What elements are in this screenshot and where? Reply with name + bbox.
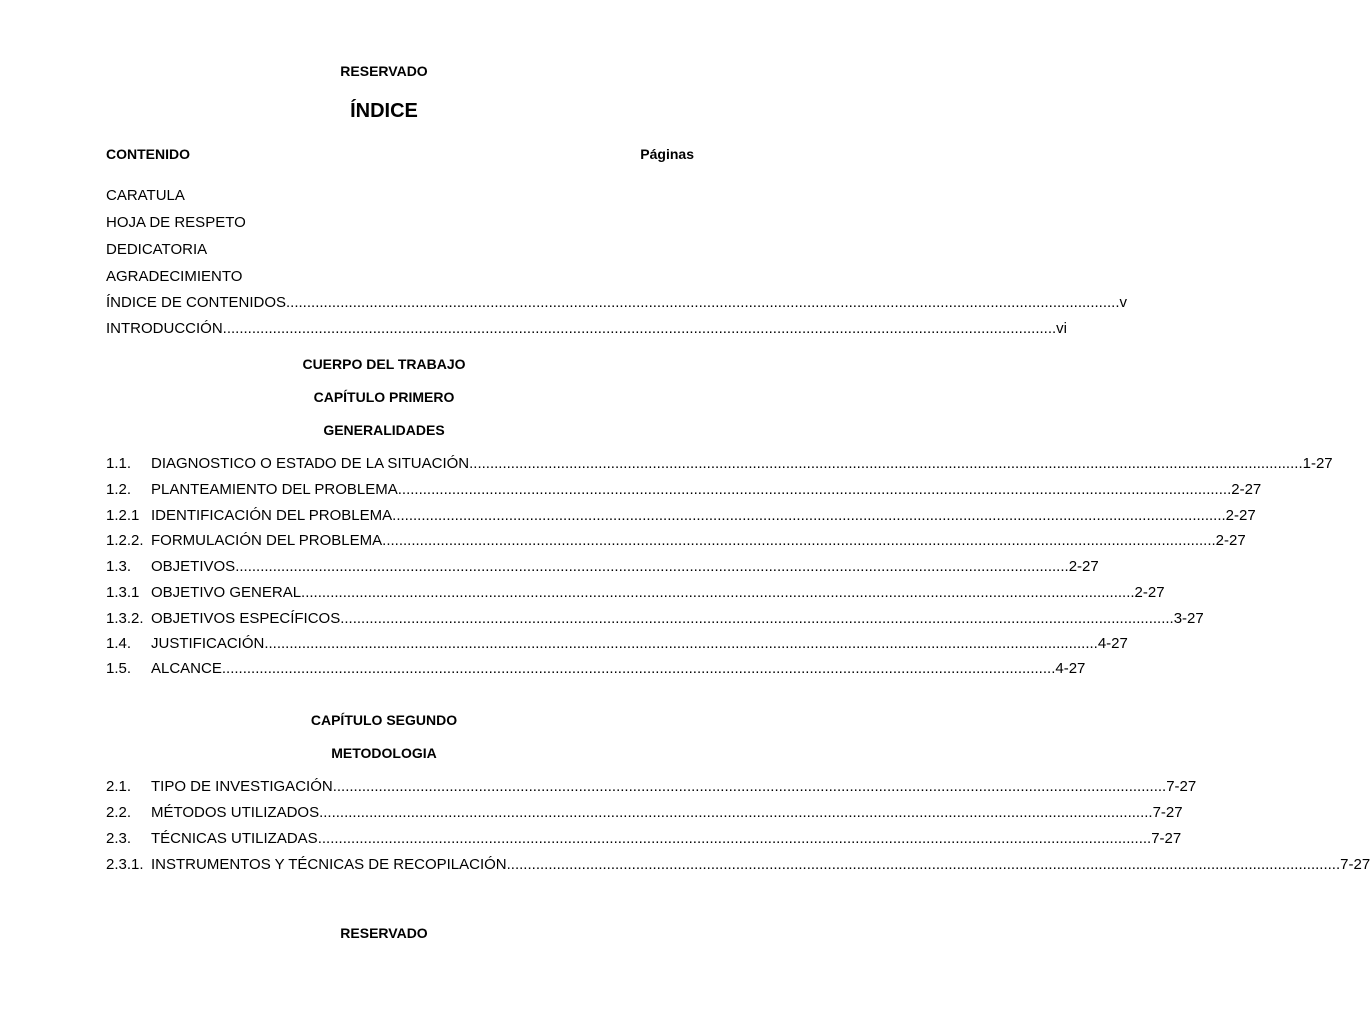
toc-entry: [106, 531, 1246, 551]
toc-number: 1.4.: [106, 635, 132, 652]
toc-page: 2-27: [1068, 558, 1099, 575]
toc-entry: [106, 557, 1099, 577]
toc-entry: [106, 803, 1183, 823]
toc-page: 1-27: [1302, 455, 1333, 472]
toc-label: DIAGNOSTICO O ESTADO DE LA SITUACIÓN: [151, 455, 470, 472]
toc-label: PLANTEAMIENTO DEL PROBLEMA: [151, 481, 398, 498]
toc-label: INSTRUMENTOS Y TÉCNICAS DE RECOPILACIÓN: [151, 856, 507, 873]
page-title: ÍNDICE: [350, 100, 418, 122]
toc-number: 2.3.: [106, 830, 132, 847]
toc-number: 1.2.: [106, 481, 132, 498]
toc-label: JUSTIFICACIÓN: [151, 635, 265, 652]
toc-entry: [106, 634, 1128, 654]
chapter2-subtitle: METODOLOGIA: [331, 745, 437, 761]
toc-number: 1.2.1: [106, 507, 140, 524]
toc-page: vi: [1056, 320, 1068, 337]
toc-label: TIPO DE INVESTIGACIÓN: [151, 778, 333, 795]
toc-number: 1.3.1: [106, 584, 140, 601]
chapter2-title: CAPÍTULO SEGUNDO: [310, 712, 458, 728]
toc-page: 7-27: [1166, 778, 1197, 795]
toc-label: OBJETIVOS: [151, 558, 236, 575]
toc-label: ALCANCE: [151, 660, 222, 677]
footer-classification: RESERVADO: [340, 925, 428, 941]
header-classification: RESERVADO: [340, 63, 428, 79]
dot-leader: ........................................................................................................................................................................................................: [506, 856, 1341, 873]
toc-entry: [106, 659, 1086, 679]
toc-entry-hoja-de-respeto: HOJA DE RESPETO: [106, 214, 246, 231]
toc-page: 3-27: [1173, 610, 1204, 627]
toc-entry: [106, 829, 1182, 849]
toc-page: 7-27: [1151, 830, 1182, 847]
toc-label: OBJETIVO GENERAL: [151, 584, 302, 601]
dot-leader: ........................................................................................................................................................................................................: [397, 481, 1232, 498]
toc-label: ÍNDICE DE CONTENIDOS: [106, 294, 287, 311]
dot-leader: ........................................................................................................................................................................................................: [235, 558, 1069, 575]
toc-label: MÉTODOS UTILIZADOS: [151, 804, 320, 821]
dot-leader: ........................................................................................................................................................................................................: [382, 532, 1216, 549]
dot-leader: ........................................................................................................................................................................................................: [264, 635, 1098, 652]
toc-label: FORMULACIÓN DEL PROBLEMA: [151, 532, 383, 549]
toc-page: 4-27: [1055, 660, 1086, 677]
dot-leader: ........................................................................................................................................................................................................: [340, 610, 1174, 627]
toc-page: v: [1119, 294, 1128, 311]
toc-number: 2.3.1.: [106, 856, 144, 873]
toc-entry-dedicatoria: DEDICATORIA: [106, 241, 208, 258]
toc-entry: [106, 583, 1165, 603]
toc-number: 1.1.: [106, 455, 132, 472]
toc-number: 1.3.2.: [106, 610, 144, 627]
toc-label: OBJETIVOS ESPECÍFICOS: [151, 610, 341, 627]
dot-leader: ........................................................................................................................................................................................................: [332, 778, 1167, 795]
toc-number: 1.5.: [106, 660, 132, 677]
body-heading: CUERPO DEL TRABAJO: [302, 356, 466, 372]
toc-number: 1.3.: [106, 558, 132, 575]
toc-page: 2-27: [1225, 507, 1256, 524]
dot-leader: ........................................................................................................................................................................................................: [301, 584, 1135, 601]
column-header-pages: Páginas: [640, 146, 694, 162]
toc-entry: [106, 506, 1256, 526]
toc-number: 2.2.: [106, 804, 132, 821]
dot-leader: ........................................................................................................................................................................................................: [469, 455, 1303, 472]
toc-entry: [106, 609, 1204, 629]
chapter1-subtitle: GENERALIDADES: [323, 422, 445, 438]
dot-leader: ........................................................................................................................................................................................................: [317, 830, 1152, 847]
toc-page: 2-27: [1231, 481, 1262, 498]
toc-page: 2-27: [1134, 584, 1165, 601]
dot-leader: ........................................................................................................................................................................................................: [286, 294, 1120, 311]
toc-page: 7-27: [1340, 856, 1370, 873]
toc-number: 1.2.2.: [106, 532, 144, 549]
toc-label: INTRODUCCIÓN: [106, 320, 223, 337]
toc-label: IDENTIFICACIÓN DEL PROBLEMA: [151, 507, 393, 524]
toc-entry: [106, 777, 1197, 797]
toc-entry-introduccion: [106, 319, 1068, 339]
toc-entry-indice: [106, 293, 1128, 313]
toc-label: TÉCNICAS UTILIZADAS: [151, 830, 318, 847]
dot-leader: ........................................................................................................................................................................................................: [392, 507, 1226, 524]
chapter1-title: CAPÍTULO PRIMERO: [313, 389, 455, 405]
toc-entry: [106, 855, 1370, 875]
toc-page: 2-27: [1215, 532, 1246, 549]
toc-number: 2.1.: [106, 778, 132, 795]
dot-leader: ........................................................................................................................................................................................................: [222, 320, 1057, 337]
dot-leader: ........................................................................................................................................................................................................: [319, 804, 1153, 821]
toc-entry: [106, 454, 1333, 474]
dot-leader: ........................................................................................................................................................................................................: [221, 660, 1056, 677]
toc-entry-caratula: CARATULA: [106, 187, 185, 204]
column-header-content: CONTENIDO: [106, 146, 190, 162]
toc-entry: [106, 480, 1262, 500]
toc-page: 4-27: [1097, 635, 1128, 652]
toc-entry-agradecimiento: AGRADECIMIENTO: [106, 268, 243, 285]
toc-page: 7-27: [1152, 804, 1183, 821]
